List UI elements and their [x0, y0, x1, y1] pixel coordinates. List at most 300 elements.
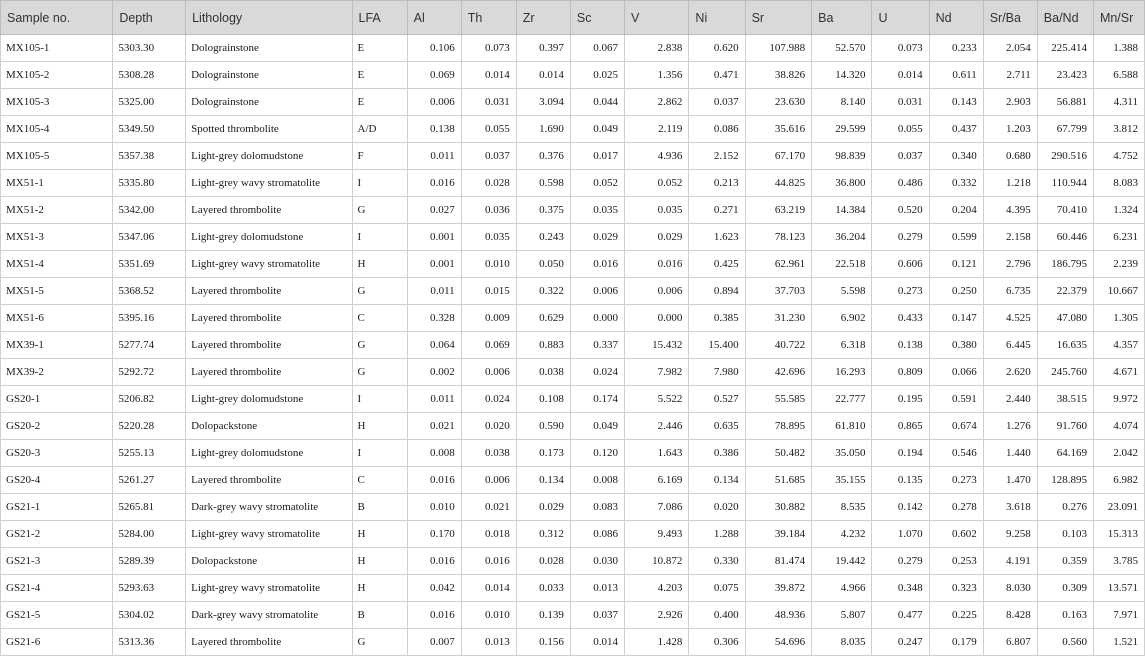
- table-row: [1, 359, 1145, 386]
- table-cell: 3.618: [983, 494, 1037, 521]
- table-cell: 30.882: [745, 494, 812, 521]
- table-cell: H: [352, 548, 407, 575]
- table-cell: 0.016: [570, 251, 624, 278]
- table-cell: 6.982: [1093, 467, 1144, 494]
- table-cell: C: [352, 305, 407, 332]
- table-cell: 0.276: [1037, 494, 1093, 521]
- table-cell: GS21-2: [1, 521, 113, 548]
- table-cell: 0.142: [872, 494, 929, 521]
- table-cell: 0.049: [570, 116, 624, 143]
- table-cell: 0.006: [407, 89, 461, 116]
- table-cell: 186.795: [1037, 251, 1093, 278]
- table-cell: 4.752: [1093, 143, 1144, 170]
- table-cell: 0.328: [407, 305, 461, 332]
- table-cell: 0.024: [570, 359, 624, 386]
- table-cell: 0.138: [407, 116, 461, 143]
- table-cell: 0.011: [407, 278, 461, 305]
- table-cell: G: [352, 332, 407, 359]
- table-cell: 50.482: [745, 440, 812, 467]
- table-cell: I: [352, 224, 407, 251]
- table-cell: 5289.39: [113, 548, 186, 575]
- table-cell: Light-grey dolomudstone: [186, 386, 352, 413]
- table-cell: 5255.13: [113, 440, 186, 467]
- table-cell: 5.598: [812, 278, 872, 305]
- table-row: [1, 413, 1145, 440]
- table-cell: 0.809: [872, 359, 929, 386]
- table-cell: 0.195: [872, 386, 929, 413]
- table-cell: MX39-1: [1, 332, 113, 359]
- table-cell: 0.013: [570, 575, 624, 602]
- table-cell: 35.616: [745, 116, 812, 143]
- table-cell: MX105-3: [1, 89, 113, 116]
- table-cell: Layered thrombolite: [186, 305, 352, 332]
- table-cell: 5342.00: [113, 197, 186, 224]
- table-cell: 0.606: [872, 251, 929, 278]
- table-cell: 0.147: [929, 305, 983, 332]
- table-row: [1, 602, 1145, 629]
- table-cell: 0.253: [929, 548, 983, 575]
- table-cell: 4.232: [812, 521, 872, 548]
- table-cell: 0.001: [407, 224, 461, 251]
- table-cell: 0.052: [570, 170, 624, 197]
- table-cell: 0.035: [570, 197, 624, 224]
- table-cell: 0.075: [689, 575, 745, 602]
- table-cell: 290.516: [1037, 143, 1093, 170]
- table-cell: 64.169: [1037, 440, 1093, 467]
- table-cell: 0.106: [407, 35, 461, 62]
- table-row: [1, 305, 1145, 332]
- table-cell: 5206.82: [113, 386, 186, 413]
- table-cell: GS21-4: [1, 575, 113, 602]
- table-cell: 0.233: [929, 35, 983, 62]
- table-cell: 0.067: [570, 35, 624, 62]
- table-cell: 60.446: [1037, 224, 1093, 251]
- table-cell: G: [352, 278, 407, 305]
- table-cell: 1.440: [983, 440, 1037, 467]
- table-cell: 0.014: [872, 62, 929, 89]
- table-cell: 7.086: [624, 494, 688, 521]
- table-cell: 0.376: [516, 143, 570, 170]
- table-cell: 0.611: [929, 62, 983, 89]
- table-cell: Dolograinstone: [186, 35, 352, 62]
- column-header: Ba: [812, 1, 872, 35]
- table-cell: 0.000: [570, 305, 624, 332]
- table-cell: 0.006: [570, 278, 624, 305]
- table-cell: 35.155: [812, 467, 872, 494]
- table-cell: Layered thrombolite: [186, 332, 352, 359]
- table-cell: 0.471: [689, 62, 745, 89]
- table-cell: 91.760: [1037, 413, 1093, 440]
- column-header: Th: [461, 1, 516, 35]
- table-cell: 19.442: [812, 548, 872, 575]
- table-cell: 0.591: [929, 386, 983, 413]
- table-cell: 0.037: [872, 143, 929, 170]
- table-cell: 5335.80: [113, 170, 186, 197]
- table-cell: MX105-5: [1, 143, 113, 170]
- table-cell: 0.273: [872, 278, 929, 305]
- column-header: Ni: [689, 1, 745, 35]
- table-cell: 2.119: [624, 116, 688, 143]
- table-cell: GS21-3: [1, 548, 113, 575]
- table-cell: 98.839: [812, 143, 872, 170]
- table-row: [1, 521, 1145, 548]
- table-cell: MX51-5: [1, 278, 113, 305]
- table-cell: 0.055: [461, 116, 516, 143]
- table-cell: 0.038: [516, 359, 570, 386]
- table-cell: 4.311: [1093, 89, 1144, 116]
- table-cell: 14.320: [812, 62, 872, 89]
- table-cell: 1.324: [1093, 197, 1144, 224]
- table-cell: 0.139: [516, 602, 570, 629]
- table-cell: 15.432: [624, 332, 688, 359]
- column-header: Mn/Sr: [1093, 1, 1144, 35]
- table-cell: 0.243: [516, 224, 570, 251]
- table-cell: 0.033: [516, 575, 570, 602]
- table-cell: C: [352, 467, 407, 494]
- table-cell: 0.008: [407, 440, 461, 467]
- table-cell: 0.330: [689, 548, 745, 575]
- table-cell: 0.135: [872, 467, 929, 494]
- table-cell: Layered thrombolite: [186, 359, 352, 386]
- table-cell: 0.173: [516, 440, 570, 467]
- table-cell: 5347.06: [113, 224, 186, 251]
- table-cell: 0.017: [570, 143, 624, 170]
- table-cell: 0.590: [516, 413, 570, 440]
- table-cell: 1.470: [983, 467, 1037, 494]
- table-cell: Spotted thrombolite: [186, 116, 352, 143]
- table-cell: 0.213: [689, 170, 745, 197]
- table-cell: 6.807: [983, 629, 1037, 656]
- table-cell: 0.029: [570, 224, 624, 251]
- table-cell: 0.520: [872, 197, 929, 224]
- table-cell: Dark-grey wavy stromatolite: [186, 494, 352, 521]
- table-cell: 0.375: [516, 197, 570, 224]
- table-cell: Layered thrombolite: [186, 197, 352, 224]
- table-cell: 0.250: [929, 278, 983, 305]
- table-cell: 0.008: [570, 467, 624, 494]
- table-cell: 245.760: [1037, 359, 1093, 386]
- table-cell: 1.070: [872, 521, 929, 548]
- column-header: LFA: [352, 1, 407, 35]
- table-cell: MX51-6: [1, 305, 113, 332]
- table-cell: 4.525: [983, 305, 1037, 332]
- table-cell: Light-grey wavy stromatolite: [186, 521, 352, 548]
- table-cell: 2.926: [624, 602, 688, 629]
- table-cell: 2.152: [689, 143, 745, 170]
- table-cell: 56.881: [1037, 89, 1093, 116]
- table-cell: 5351.69: [113, 251, 186, 278]
- table-cell: 0.055: [872, 116, 929, 143]
- table-cell: 0.024: [461, 386, 516, 413]
- table-cell: 5220.28: [113, 413, 186, 440]
- column-header: Ba/Nd: [1037, 1, 1093, 35]
- table-cell: 0.247: [872, 629, 929, 656]
- table-cell: Light-grey wavy stromatolite: [186, 575, 352, 602]
- table-cell: 6.902: [812, 305, 872, 332]
- table-cell: 0.680: [983, 143, 1037, 170]
- table-cell: I: [352, 386, 407, 413]
- table-cell: 0.138: [872, 332, 929, 359]
- table-cell: 8.083: [1093, 170, 1144, 197]
- table-cell: 110.944: [1037, 170, 1093, 197]
- table-row: [1, 89, 1145, 116]
- table-cell: 0.015: [461, 278, 516, 305]
- table-row: [1, 467, 1145, 494]
- table-cell: 0.036: [461, 197, 516, 224]
- table-cell: I: [352, 440, 407, 467]
- table-cell: 0.064: [407, 332, 461, 359]
- table-row: [1, 548, 1145, 575]
- table-cell: 0.028: [461, 170, 516, 197]
- table-cell: Dolograinstone: [186, 62, 352, 89]
- table-cell: 0.035: [461, 224, 516, 251]
- table-header: [1, 1, 1145, 35]
- table-cell: 0.016: [407, 602, 461, 629]
- table-cell: 0.599: [929, 224, 983, 251]
- table-cell: 0.386: [689, 440, 745, 467]
- table-cell: 48.936: [745, 602, 812, 629]
- table-cell: 0.103: [1037, 521, 1093, 548]
- table-cell: GS21-1: [1, 494, 113, 521]
- table-cell: 0.021: [461, 494, 516, 521]
- table-cell: 0.016: [407, 467, 461, 494]
- table-cell: 0.134: [516, 467, 570, 494]
- table-cell: 0.009: [461, 305, 516, 332]
- table-cell: 78.895: [745, 413, 812, 440]
- table-cell: 9.258: [983, 521, 1037, 548]
- table-cell: 0.598: [516, 170, 570, 197]
- table-cell: 78.123: [745, 224, 812, 251]
- table-cell: 13.571: [1093, 575, 1144, 602]
- table-row: [1, 332, 1145, 359]
- table-cell: 0.044: [570, 89, 624, 116]
- table-cell: Layered thrombolite: [186, 629, 352, 656]
- table-cell: 55.585: [745, 386, 812, 413]
- table-cell: 0.016: [407, 170, 461, 197]
- table-cell: Dolograinstone: [186, 89, 352, 116]
- table-cell: 0.865: [872, 413, 929, 440]
- table-cell: 0.050: [516, 251, 570, 278]
- column-header: Sc: [570, 1, 624, 35]
- table-cell: 0.120: [570, 440, 624, 467]
- table-cell: GS20-3: [1, 440, 113, 467]
- column-header: Sr: [745, 1, 812, 35]
- table-cell: 0.006: [624, 278, 688, 305]
- table-cell: 0.086: [570, 521, 624, 548]
- table-cell: 0.035: [624, 197, 688, 224]
- table-cell: 0.323: [929, 575, 983, 602]
- table-cell: G: [352, 197, 407, 224]
- table-cell: H: [352, 521, 407, 548]
- column-header: Al: [407, 1, 461, 35]
- table-cell: 2.054: [983, 35, 1037, 62]
- table-cell: 6.445: [983, 332, 1037, 359]
- table-cell: 0.271: [689, 197, 745, 224]
- table-cell: 0.309: [1037, 575, 1093, 602]
- table-cell: 0.560: [1037, 629, 1093, 656]
- table-cell: MX105-2: [1, 62, 113, 89]
- table-cell: GS21-5: [1, 602, 113, 629]
- table-cell: 0.278: [929, 494, 983, 521]
- table-cell: 37.703: [745, 278, 812, 305]
- table-cell: 4.074: [1093, 413, 1144, 440]
- table-cell: 3.094: [516, 89, 570, 116]
- table-cell: 0.170: [407, 521, 461, 548]
- table-cell: MX51-2: [1, 197, 113, 224]
- table-row: [1, 170, 1145, 197]
- table-cell: 8.035: [812, 629, 872, 656]
- table-cell: 0.337: [570, 332, 624, 359]
- table-cell: 0.620: [689, 35, 745, 62]
- table-cell: 38.826: [745, 62, 812, 89]
- header-row: [1, 1, 1145, 35]
- table-cell: 1.276: [983, 413, 1037, 440]
- table-cell: Layered thrombolite: [186, 278, 352, 305]
- table-cell: 0.163: [1037, 602, 1093, 629]
- table-cell: 0.016: [461, 548, 516, 575]
- table-cell: 0.134: [689, 467, 745, 494]
- table-cell: 0.086: [689, 116, 745, 143]
- table-cell: Light-grey wavy stromatolite: [186, 251, 352, 278]
- table-cell: 0.069: [461, 332, 516, 359]
- table-cell: Light-grey dolomudstone: [186, 224, 352, 251]
- table-cell: 1.288: [689, 521, 745, 548]
- table-cell: 9.972: [1093, 386, 1144, 413]
- table-cell: 4.936: [624, 143, 688, 170]
- table-cell: 8.030: [983, 575, 1037, 602]
- table-cell: 22.379: [1037, 278, 1093, 305]
- table-cell: 0.156: [516, 629, 570, 656]
- table-cell: 23.423: [1037, 62, 1093, 89]
- table-cell: 22.518: [812, 251, 872, 278]
- column-header: Nd: [929, 1, 983, 35]
- table-cell: 2.158: [983, 224, 1037, 251]
- table-cell: 0.037: [570, 602, 624, 629]
- column-header: V: [624, 1, 688, 35]
- table-cell: 1.521: [1093, 629, 1144, 656]
- table-cell: 38.515: [1037, 386, 1093, 413]
- table-cell: Dolopackstone: [186, 413, 352, 440]
- column-header: Depth: [113, 1, 186, 35]
- table-cell: 0.000: [624, 305, 688, 332]
- table-cell: 2.620: [983, 359, 1037, 386]
- table-cell: Layered thrombolite: [186, 467, 352, 494]
- table-cell: 0.883: [516, 332, 570, 359]
- table-cell: 1.305: [1093, 305, 1144, 332]
- table-cell: 0.006: [461, 359, 516, 386]
- table-cell: E: [352, 89, 407, 116]
- table-cell: 0.014: [461, 575, 516, 602]
- table-cell: 5.807: [812, 602, 872, 629]
- table-cell: H: [352, 251, 407, 278]
- table-cell: 1.643: [624, 440, 688, 467]
- table-cell: F: [352, 143, 407, 170]
- table-cell: 0.312: [516, 521, 570, 548]
- column-header: U: [872, 1, 929, 35]
- table-cell: 0.527: [689, 386, 745, 413]
- table-row: [1, 224, 1145, 251]
- table-cell: 0.030: [570, 548, 624, 575]
- table-cell: 0.031: [872, 89, 929, 116]
- table-cell: 9.493: [624, 521, 688, 548]
- table-cell: 0.011: [407, 143, 461, 170]
- table-cell: 8.140: [812, 89, 872, 116]
- table-cell: 0.014: [461, 62, 516, 89]
- table-cell: 62.961: [745, 251, 812, 278]
- table-cell: 0.359: [1037, 548, 1093, 575]
- table-cell: 15.400: [689, 332, 745, 359]
- table-cell: 3.785: [1093, 548, 1144, 575]
- table-cell: MX39-2: [1, 359, 113, 386]
- table-cell: I: [352, 170, 407, 197]
- table-cell: 0.385: [689, 305, 745, 332]
- table-cell: 0.018: [461, 521, 516, 548]
- table-cell: 23.091: [1093, 494, 1144, 521]
- table-cell: Light-grey dolomudstone: [186, 143, 352, 170]
- table-cell: GS20-2: [1, 413, 113, 440]
- table-cell: 2.440: [983, 386, 1037, 413]
- table-cell: 81.474: [745, 548, 812, 575]
- table-cell: 0.225: [929, 602, 983, 629]
- table-cell: 0.037: [689, 89, 745, 116]
- table-row: [1, 62, 1145, 89]
- table-cell: 0.400: [689, 602, 745, 629]
- table-cell: 1.203: [983, 116, 1037, 143]
- table-cell: 4.966: [812, 575, 872, 602]
- table-cell: 0.031: [461, 89, 516, 116]
- table-cell: 67.170: [745, 143, 812, 170]
- table-cell: 0.174: [570, 386, 624, 413]
- table-cell: 5265.81: [113, 494, 186, 521]
- table-cell: 31.230: [745, 305, 812, 332]
- table-cell: 0.332: [929, 170, 983, 197]
- table-cell: 22.777: [812, 386, 872, 413]
- table-cell: 7.980: [689, 359, 745, 386]
- table-cell: 0.204: [929, 197, 983, 224]
- table-cell: GS20-1: [1, 386, 113, 413]
- table-cell: 2.239: [1093, 251, 1144, 278]
- table-cell: 1.356: [624, 62, 688, 89]
- table-cell: 4.395: [983, 197, 1037, 224]
- table-cell: 5357.38: [113, 143, 186, 170]
- table-cell: 0.002: [407, 359, 461, 386]
- table-cell: 0.037: [461, 143, 516, 170]
- column-header: Lithology: [186, 1, 352, 35]
- table-cell: 39.184: [745, 521, 812, 548]
- table-cell: 36.204: [812, 224, 872, 251]
- table-cell: 0.340: [929, 143, 983, 170]
- table-cell: 5303.30: [113, 35, 186, 62]
- table-cell: 0.013: [461, 629, 516, 656]
- table-cell: 0.014: [516, 62, 570, 89]
- table-cell: 5313.36: [113, 629, 186, 656]
- table-cell: GS20-4: [1, 467, 113, 494]
- table-row: [1, 278, 1145, 305]
- table-cell: 2.711: [983, 62, 1037, 89]
- table-cell: 1.388: [1093, 35, 1144, 62]
- table-cell: 16.635: [1037, 332, 1093, 359]
- table-row: [1, 629, 1145, 656]
- table-cell: 0.001: [407, 251, 461, 278]
- column-header: Sr/Ba: [983, 1, 1037, 35]
- table-cell: MX105-4: [1, 116, 113, 143]
- table-cell: 1.428: [624, 629, 688, 656]
- table-cell: 0.306: [689, 629, 745, 656]
- table-cell: 44.825: [745, 170, 812, 197]
- table-cell: 1.218: [983, 170, 1037, 197]
- table-cell: 0.027: [407, 197, 461, 224]
- table-cell: 0.025: [570, 62, 624, 89]
